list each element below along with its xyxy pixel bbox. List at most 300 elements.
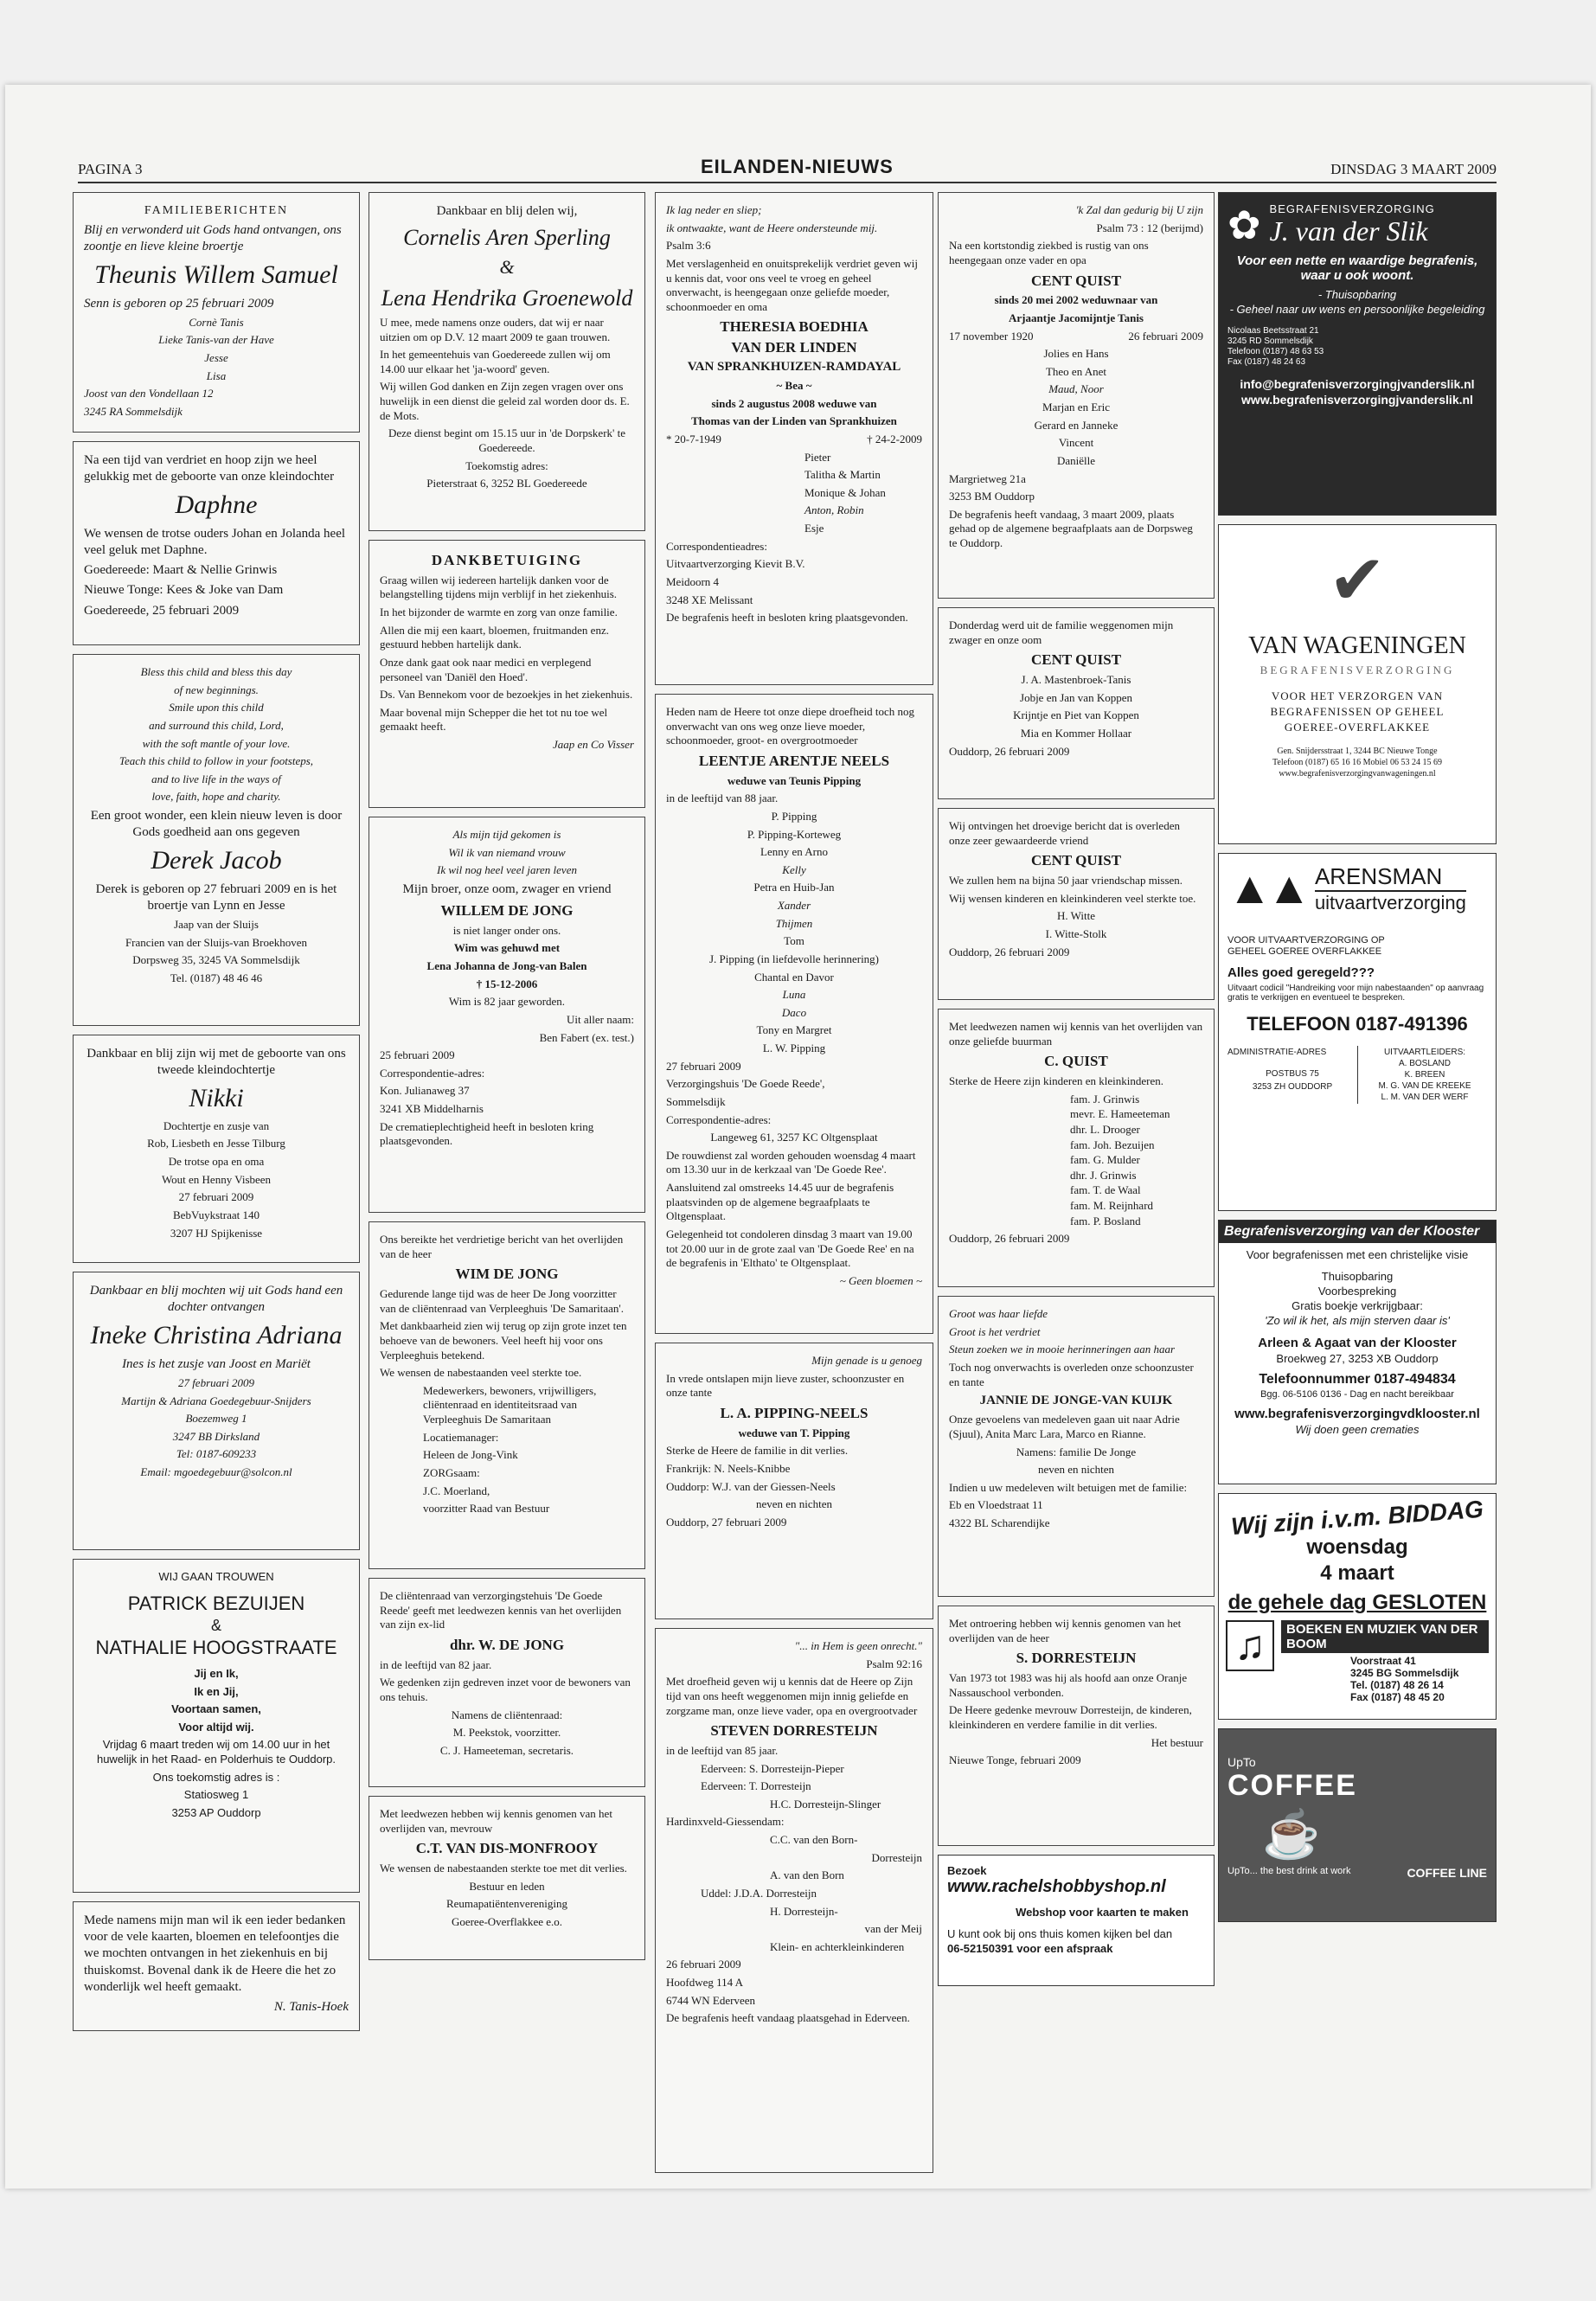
ad-text: VOOR UITVAARTVERZORGING OP — [1227, 935, 1385, 945]
ad-subtitle: BEGRAFENISVERZORGING — [1259, 663, 1455, 676]
parent-name: Jaap van der Sluijs — [174, 918, 259, 932]
notice-header: DANKBETUIGING — [431, 552, 583, 568]
phone: Bgg. 06-5106 0136 - Dag en nacht bereikbaar — [1260, 1389, 1454, 1400]
notice-text: Met droefheid geven wij u kennis dat de Heere op Zijn tijd van ons heeft weggenomen mijn innig geliefde en zorgzame man, onze lieve vader, opa en overgrootvader — [666, 1675, 918, 1717]
verse-line: Voor altijd wij. — [178, 1720, 254, 1734]
ad-text: Webshop voor kaarten te maken — [1016, 1906, 1189, 1919]
obituary-jannie-de-jonge — [938, 1296, 1215, 1597]
family-name: fam. G. Mulder — [1070, 1153, 1140, 1167]
address: 3253 ZH OUDDORP — [1252, 1082, 1333, 1092]
verse-ref: Psalm 73 : 12 (berijmd) — [1096, 221, 1203, 234]
deceased-name: VAN SPRANKHUIZEN-RAMDAYAL — [687, 359, 901, 374]
notice-text: Rob, Liesbeth en Jesse Tilburg — [147, 1137, 285, 1150]
notice-text: Van 1973 tot 1983 was hij als hoofd aan onze Oranje Nassauschool verbonden. — [949, 1671, 1188, 1699]
verse-line: Ik wil nog heel veel jaren leven — [437, 863, 577, 877]
hobbyshop-ad — [938, 1855, 1215, 1986]
family-name: J.D.A. Dorresteijn — [734, 1886, 817, 1900]
address: Pieterstraat 6, 3252 BL Goedereede — [426, 477, 587, 490]
obituary-pipping-neels — [655, 1343, 933, 1619]
notice-text: Mede namens mijn man wil ik een ieder bedanken voor de vele kaarten, bloemen en telefoontjes die we mochten ontvangen in het ziekenhuis en bij thuiskomst. Bovenal dank ik de Heere die het zo wonderlijk wel heeft gemaakt. — [84, 1913, 346, 1994]
obituary-leentje-neels — [655, 694, 933, 1334]
place-label: Hardinxveld-Giessendam: — [666, 1815, 785, 1829]
notice-text: De cliëntenraad van verzorgingstehuis 'De Goede Reede' geeft met leedwezen kennis van het overlijden van zijn ex-lid — [380, 1589, 622, 1631]
obituary-willem-de-jong — [369, 817, 645, 1213]
family-name: Pieter — [804, 450, 831, 464]
ad-text: Voorbespreking — [1317, 1285, 1397, 1298]
ad-headline: COFFEE — [1227, 1769, 1357, 1802]
family-name: mevr. E. Hameeteman — [1070, 1107, 1170, 1121]
address: 4322 BL Scharendijke — [949, 1516, 1050, 1530]
family-name: S. Dorresteijn-Pieper — [748, 1761, 844, 1775]
obituary-cent-quist — [938, 192, 1215, 599]
bride-name: NATHALIE HOOGSTRAATE — [95, 1636, 337, 1658]
notice-text: We gedenken zijn gedreven inzet voor de bewoners van ons tehuis. — [380, 1676, 631, 1703]
signatory: Ben Fabert (ex. test.) — [539, 1030, 634, 1044]
address: Langeweg 61, 3257 KC Oltgensplaat — [710, 1131, 878, 1144]
van-der-slik-ad — [1218, 192, 1497, 516]
deceased-name: STEVEN DORRESTEIJN — [710, 1722, 878, 1740]
phone: 06-52150391 voor een afspraak — [947, 1942, 1113, 1955]
notice-text: Deze dienst begint om 15.15 uur in 'de Dorpskerk' te Goedereede. — [388, 426, 625, 454]
verse-line: Mijn genade is u genoeg — [811, 1354, 922, 1367]
verse-line: "... in Hem is geen onrecht." — [794, 1639, 922, 1652]
address: 3248 XE Melissant — [666, 593, 753, 606]
funeral-directors — [1362, 1046, 1487, 1104]
van-wageningen-ad — [1218, 524, 1497, 844]
address: POSTBUS 75 — [1266, 1069, 1319, 1079]
family-name: Lenny en Arno — [760, 845, 828, 859]
address: 3253 BM Ouddorp — [949, 490, 1035, 503]
address: 3207 HJ Spijkenisse — [170, 1226, 263, 1240]
deceased-name: LEENTJE ARENTJE NEELS — [698, 752, 890, 769]
phone: Tel. (0187) 48 46 46 — [170, 971, 263, 985]
family-name: Mia en Kommer Hollaar — [1020, 726, 1132, 740]
address: Kon. Julianaweg 37 — [380, 1084, 470, 1098]
notice-text: De Heere gedenke mevrouw Dorresteijn, de kinderen, kleinkinderen en verdere familie in dit verlies. — [949, 1703, 1192, 1731]
column-1 — [73, 192, 360, 2040]
notice-text: Wij wensen kinderen en kleinkinderen veel sterkte toe. — [949, 891, 1196, 905]
issue-date: DINSDAG 3 MAART 2009 — [1330, 161, 1497, 177]
ad-brand: ARENSMAN — [1314, 862, 1443, 889]
poem-line: Bless this child and bless this day — [140, 665, 292, 678]
notice-text: ~ Geen bloemen ~ — [839, 1273, 922, 1287]
family-name: Xander — [777, 899, 811, 912]
website-link[interactable]: www.begrafenisverzorgingjvanderslik.nl — [1241, 393, 1473, 407]
family-name: Daniëlle — [1056, 453, 1096, 467]
ad-text: Thuisopbaring — [1321, 1270, 1394, 1283]
phone: Telefoonnummer 0187-494834 — [1259, 1372, 1456, 1387]
notice-text: De crematieplechtigheid heeft in besloten kring plaatsgevonden. — [380, 1119, 594, 1148]
family-name: Marjan en Eric — [1042, 401, 1110, 413]
ad-text: U kunt ook bij ons thuis komen kijken bel dan — [947, 1927, 1173, 1940]
spouse-name: Lena Johanna de Jong-van Balen — [426, 959, 587, 973]
ad-text: VOOR HET VERZORGEN VAN — [1271, 689, 1444, 702]
van-der-klooster-ad — [1218, 1220, 1497, 1484]
notice-date: 26 februari 2009 — [666, 1958, 741, 1971]
notice-text: ZORGsaam: — [423, 1465, 480, 1479]
signatory: C. J. Hameeteman, secretaris. — [439, 1743, 574, 1757]
groom-name: PATRICK BEZUIJEN — [127, 1592, 305, 1614]
notice-text: Onze dank gaat ook naar medici en verplegend personeel van 'Daniël den Hoed'. — [380, 655, 592, 683]
address: Nicolaas Beetsstraat 21 — [1227, 326, 1319, 336]
email-link[interactable]: info@begrafenisverzorgingjvanderslik.nl — [1240, 377, 1475, 391]
obituary-s-dorresteijn — [938, 1606, 1215, 1846]
upto-coffee-ad — [1218, 1728, 1497, 1922]
admin-address — [1227, 1046, 1358, 1104]
website-link[interactable]: www.begrafenisverzorgingvdklooster.nl — [1234, 1407, 1480, 1421]
family-name: T. Dorresteijn — [748, 1779, 811, 1793]
family-name: fam. P. Bosland — [1070, 1214, 1141, 1227]
notice-date: 25 februari 2009 — [380, 1048, 455, 1062]
address: 3247 BB Dirksland — [172, 1429, 260, 1443]
arensman-ad — [1218, 853, 1497, 1211]
family-name: fam. Joh. Bezuijen — [1070, 1138, 1155, 1151]
place-label: Uddel: — [701, 1886, 732, 1900]
ad-text: - Thuisopbaring — [1317, 288, 1397, 301]
verse-line: Voortaan samen, — [171, 1702, 261, 1716]
ad-text: UpTo... the best drink at work — [1227, 1866, 1351, 1876]
notice-text: Wij willen God danken en Zijn zegen vragen over ons huwelijk in een dienst die geleid zal worden door ds. E. de Mots. — [380, 380, 630, 422]
family-name: neven en nichten — [755, 1497, 833, 1511]
notice-date: Ouddorp, 26 februari 2009 — [949, 1232, 1070, 1246]
address: 6744 WN Ederveen — [666, 1993, 756, 2007]
notice-text: Gelegenheid tot condoleren dinsdag 3 maart van 19.00 tot 20.00 uur in de grote zaal van 'De Goede Ree' en na de begrafenis in 'Elthato' te Oltgensplaat. — [666, 1227, 914, 1270]
address: 3241 XB Middelharnis — [380, 1102, 484, 1116]
nickname: ~ Bea ~ — [776, 379, 812, 393]
notice-text: Toekomstig adres: — [465, 458, 548, 472]
verse-line: Groot was haar liefde — [949, 1307, 1048, 1320]
notice-date: Ouddorp, 26 februari 2009 — [949, 945, 1070, 958]
deceased-name: JANNIE DE JONGE-VAN KUIJK — [979, 1394, 1173, 1408]
notice-text: Graag willen wij iedereen hartelijk danken voor de belangstelling tijdens mijn verblijf in het ziekenhuis. — [380, 573, 618, 601]
verse-line: Groot is het verdriet — [949, 1324, 1041, 1338]
poem-line: and surround this child, Lord, — [149, 718, 284, 732]
notice-text: Correspondentie-adres: — [666, 1112, 772, 1126]
notice-text: De rouwdienst zal worden gehouden woensdag 4 maart om 13.30 uur in de kerkzaal van 'De Goede Ree'. — [666, 1148, 916, 1176]
address: Margrietweg 21a — [949, 471, 1026, 485]
bird-icon: ✔ — [1328, 543, 1387, 619]
notice-text: Donderdag werd uit de familie weggenomen mijn zwager en onze oom — [949, 619, 1174, 646]
obituary-theresia — [655, 192, 933, 685]
notice-text: Aansluitend zal omstreeks 14.45 uur de begrafenis plaatsvinden op de algemene begraafplaats te Oltgensplaat. — [666, 1181, 894, 1223]
ad-text: - Geheel naar uw wens en persoonlijke begeleiding — [1229, 303, 1485, 316]
notice-text: Ds. Van Bennekom voor de bezoekjes in het ziekenhuis. — [380, 688, 633, 702]
signatory: Het bestuur — [1151, 1735, 1203, 1749]
notice-text: Wim is 82 jaar geworden. — [448, 995, 566, 1009]
address: Boezemweg 1 — [185, 1412, 247, 1426]
family-name: P. Pipping — [771, 809, 817, 823]
notice-text: We wensen de nabestaanden sterkte toe met dit verlies. — [380, 1862, 627, 1875]
notice-text: Met leedwezen namen wij kennis van het overlijden van onze geliefde buurman — [949, 1020, 1203, 1048]
address: Sommelsdijk — [666, 1094, 726, 1108]
notice-text: Namens de cliëntenraad: — [451, 1708, 563, 1721]
notice-text: Met leedwezen hebben wij kennis genomen van het overlijden van, mevrouw — [380, 1807, 612, 1835]
address: BebVuykstraat 140 — [173, 1208, 260, 1221]
notice-text: De trotse opa en oma — [168, 1155, 265, 1169]
notice-text: in de leeftijd van 88 jaar. — [666, 792, 779, 805]
ampersand: & — [499, 256, 515, 279]
leaf-icon: ✿ — [1227, 202, 1261, 247]
notice-text: Derek is geboren op 27 februari 2009 en is het broertje van Lynn en Jesse — [95, 881, 337, 913]
notice-text: Na een kortstondig ziekbed is rustig van ons heengegaan onze vader en opa — [949, 239, 1149, 266]
director-name: K. BREEN — [1404, 1070, 1445, 1080]
family-name: P. Pipping-Korteweg — [747, 827, 842, 841]
notice-text: Ons toekomstig adres is : — [152, 1770, 280, 1784]
family-name: Monique & Johan — [804, 485, 886, 499]
spouse-name: weduwe van Teunis Pipping — [727, 773, 862, 787]
deceased-name: THERESIA BOEDHIA — [720, 318, 869, 336]
child-name: Ineke Christina Adriana — [90, 1321, 343, 1350]
verse-line: ik ontwaakte, want de Heere ondersteunde mij. — [666, 221, 878, 234]
notice-text: Wout en Henny Visbeen — [161, 1172, 272, 1186]
ad-text: Alles goed geregeld??? — [1227, 965, 1375, 980]
ad-text: Uitvaart codicil "Handreiking voor mijn nabestaanden" op aanvraag gratis te verkrijgen en eventueel te bespreken. — [1227, 984, 1484, 1003]
signatory: neven en nichten — [1037, 1463, 1115, 1477]
address: Meidoorn 4 — [666, 574, 720, 588]
ad-text: Arleen & Agaat van der Klooster — [1258, 1336, 1457, 1350]
family-name: Gerard en Janneke — [1034, 418, 1118, 432]
death-date: † 15-12-2006 — [476, 977, 538, 990]
child-name: Daphne — [175, 490, 258, 520]
parent-name: Francien van der Sluijs-van Broekhoven — [125, 935, 308, 949]
poem-line: love, faith, hope and charity. — [151, 790, 281, 804]
column-2 — [369, 192, 645, 1969]
obituary-cent-quist-2 — [938, 607, 1215, 799]
deceased-name: VAN DER LINDEN — [731, 339, 857, 356]
director-name: M. G. VAN DE KREEKE — [1378, 1081, 1471, 1091]
wedding-notice-sperling — [369, 192, 645, 531]
ad-text: de gehele dag GESLOTEN — [1227, 1591, 1487, 1614]
family-name: J. Pipping (in liefdevolle herinnering) — [708, 952, 880, 965]
family-name: C.C. van den Born- — [770, 1833, 858, 1846]
notice-text: Ons bereikte het verdrietige bericht van het overlijden van de heer — [380, 1233, 624, 1260]
notice-text: Senn is geboren op 25 februari 2009 — [84, 296, 274, 311]
verse-line: Jij en Ik, — [194, 1666, 239, 1680]
notice-date: Ouddorp, 27 februari 2009 — [666, 1515, 787, 1529]
verse-line: Ik lag neder en sliep; — [666, 203, 762, 216]
column-5 — [1218, 192, 1497, 1931]
notice-text: In het bijzonder de warmte en zorg van onze familie. — [380, 606, 618, 619]
death-date: † 24-2-2009 — [867, 432, 922, 445]
child-name: Nikki — [189, 1084, 244, 1113]
address: Joost van den Vondellaan 12 — [84, 387, 214, 401]
notice-text: sinds 20 mei 2002 weduwnaar van — [994, 293, 1158, 307]
signatory: I. Witte-Stolk — [1045, 926, 1107, 940]
family-name: fam. J. Grinwis — [1070, 1092, 1140, 1106]
notice-text: Met verslagenheid en onuitsprekelijk verdriet geven wij u kennis dat, voor ons veel te vroeg en geheel onverwacht, is heengegaan onze geliefde moeder, schoonmoeder en oma — [666, 256, 918, 313]
notice-text: is niet langer onder ons. — [452, 923, 561, 937]
wedding-notice — [73, 1559, 360, 1893]
parent-name: Martijn & Adriana Goedegebuur-Snijders — [121, 1394, 311, 1407]
place-label: Ouddorp: — [666, 1479, 709, 1493]
ampersand: & — [210, 1616, 221, 1634]
family-name: Thijmen — [775, 916, 813, 930]
ad-text: Voor begrafenissen met een christelijke visie — [1246, 1248, 1469, 1261]
notice-text: Heden nam de Heere tot onze diepe droefheid toch nog onverwacht van ons weg onze lieve moeder, schoonmoeder, groot- en overgrootmoeder — [666, 705, 914, 747]
notice-text: Een groot wonder, een klein nieuw leven is door Gods goedheid aan ons gegeven — [90, 809, 343, 840]
notice-text: Locatiemanager: — [423, 1430, 499, 1444]
poem-line: Smile upon this child — [169, 701, 264, 715]
notice-text: Correspondentie-adres: — [380, 1066, 485, 1080]
notice-text: in de leeftijd van 85 jaar. — [666, 1743, 779, 1757]
family-name: fam. M. Reijnhard — [1070, 1199, 1154, 1212]
family-name: Talitha & Martin — [804, 468, 881, 482]
notice-text: Sterke de Heere de familie in dit verlies. — [666, 1444, 849, 1458]
family-name: H. Dorresteijn- — [770, 1904, 838, 1918]
ad-brand: COFFEE LINE — [1407, 1866, 1487, 1880]
fax: Fax (0187) 48 45 20 — [1350, 1691, 1445, 1703]
notice-text: Sterke de Heere zijn kinderen en kleinkinderen. — [949, 1074, 1163, 1087]
notice-text: Dankbaar en blij zijn wij met de geboorte van ons tweede kleindochtertje — [87, 1047, 346, 1078]
director-name: A. BOSLAND — [1398, 1059, 1452, 1068]
address: Uitvaartverzorging Kievit B.V. — [666, 557, 805, 571]
deceased-name: C. QUIST — [1044, 1053, 1108, 1070]
notice-text: In het gemeentehuis van Goedereede zullen wij om 14.00 uur elkaar het 'ja-woord' geven. — [380, 348, 611, 375]
ad-text: 4 maart — [1320, 1561, 1394, 1585]
signatory: H. Witte — [1056, 909, 1095, 923]
address: 3245 BG Sommelsdijk — [1350, 1667, 1459, 1679]
poem-line: and to live life in the ways of — [151, 772, 281, 785]
phone: Telefoon (0187) 48 63 53 — [1227, 347, 1324, 356]
ad-subtitle: uitvaartverzorging — [1314, 891, 1466, 913]
page-number: PAGINA 3 — [78, 161, 143, 177]
verse-line: Wil ik van niemand vrouw — [448, 845, 566, 859]
family-name: Jolies en Hans — [1043, 347, 1109, 361]
notice-text: Wij ontvingen het droevige bericht dat is overleden onze zeer gewaardeerde vriend — [949, 819, 1180, 847]
birth-date: 17 november 1920 — [949, 329, 1034, 343]
groom-name: Cornelis Aren Sperling — [403, 225, 611, 251]
notice-text: De begrafenis heeft vandaag, 3 maart 2009, plaats gehad op de algemene begraafplaats aan de Dorpsweg te Ouddorp. — [949, 507, 1193, 549]
website-link[interactable]: www.rachelshobbyshop.nl — [947, 1877, 1166, 1896]
notice-header: WIJ GAAN TROUWEN — [158, 1570, 274, 1583]
signatory: Medewerkers, bewoners, vrijwilligers, cliëntenraad en identiteitsraad van Verpleeghuis De Samaritaan — [423, 1383, 597, 1426]
spouse-name: weduwe van T. Pipping — [738, 1426, 850, 1439]
verse-ref: Psalm 3:6 — [666, 239, 711, 253]
ad-logo-text: J. van der Slik — [1269, 215, 1428, 247]
notice-text: We wensen de nabestaanden veel sterkte toe. — [380, 1366, 582, 1380]
spouse-name: Thomas van der Linden van Sprankhuizen — [691, 414, 897, 428]
family-name: Krijntje en Piet van Koppen — [1013, 708, 1139, 722]
notice-text: De begrafenis heeft vandaag plaatsgehad in Ederveen. — [666, 2011, 910, 2025]
poem-line: Teach this child to follow in your footsteps, — [119, 754, 314, 768]
child-name: Derek Jacob — [151, 846, 282, 875]
notice-text: sinds 2 augustus 2008 weduwe van — [711, 396, 877, 410]
notice-text: Blij en verwonderd uit Gods hand ontvangen, ons zoontje en lieve kleine broertje — [84, 222, 342, 254]
masthead — [78, 157, 1497, 180]
place-label: Frankrijk: — [666, 1461, 711, 1475]
bride-name: Lena Hendrika Groenewold — [381, 285, 633, 311]
family-name: Kelly — [782, 862, 806, 876]
family-name: Chantal en Davor — [754, 970, 834, 984]
family-name: Lieke Tanis-van der Have — [158, 333, 274, 347]
masthead-rule — [78, 182, 1497, 183]
obituary-clientenraad — [369, 1578, 645, 1787]
phone: Tel: 0187-609233 — [176, 1447, 257, 1461]
child-name: Theunis Willem Samuel — [94, 260, 338, 290]
ad-brand: BEGRAFENISVERZORGING — [1269, 202, 1435, 215]
ad-brand: UpTo — [1227, 1755, 1256, 1769]
deceased-name: CENT QUIST — [1030, 852, 1122, 869]
family-name: Theo en Anet — [1045, 364, 1107, 378]
family-name: H.C. Dorresteijn-Slinger — [770, 1797, 881, 1811]
family-name: Luna — [782, 988, 806, 1002]
address: Hoofdweg 114 A — [666, 1976, 744, 1989]
poem-line: of new beginnings. — [174, 683, 259, 696]
notice-text: Toch nog onverwachts is overleden onze schoonzuster en tante — [949, 1360, 1194, 1388]
notice-text: Dankbaar en blij mochten wij uit Gods hand een dochter ontvangen — [89, 1284, 343, 1315]
section-header: FAMILIEBERICHTEN — [144, 204, 289, 217]
ad-text: GOEREE-OVERFLAKKEE — [1284, 721, 1431, 734]
place-label: Ederveen: — [701, 1779, 747, 1793]
notice-text: Onze gevoelens van medeleven gaan uit naar Adrie (Sjuul), Anita Marc Lara, Marco en Rianne. — [949, 1413, 1180, 1440]
signatory: Heleen de Jong-Vink — [423, 1448, 518, 1462]
birth-notice-daphne — [73, 441, 360, 645]
notice-text: Na een tijd van verdriet en hoop zijn we heel gelukkig met de geboorte van onze kleindochter — [84, 453, 335, 484]
paper-title: EILANDEN-NIEUWS — [701, 156, 894, 177]
ad-text: UITVAARTLEIDERS: — [1383, 1048, 1466, 1057]
place-label: Ederveen: — [701, 1761, 747, 1775]
ad-text: BEGRAFENISSEN OP GEHEEL — [1270, 705, 1445, 718]
family-name: fam. T. de Waal — [1070, 1183, 1141, 1197]
birth-notice-derek — [73, 654, 360, 1026]
family-name: Esje — [804, 522, 824, 535]
family-name: dhr. L. Drooger — [1070, 1122, 1140, 1136]
notice-text: Met ontroering hebben wij kennis genomen van het overlijden van de heer — [949, 1617, 1182, 1644]
family-name: Lisa — [206, 369, 227, 382]
signatory: Bestuur en leden — [469, 1879, 545, 1893]
notice-text: Maar bovenal mijn Schepper die het tot nu toe wel gemaakt heeft. — [380, 705, 608, 734]
family-name: Maud, Noor — [1048, 382, 1104, 396]
family-line: Nieuwe Tonge: Kees & Joke van Dam — [84, 583, 284, 598]
obituary-van-dis — [369, 1796, 645, 1960]
address: 3245 RD Sommelsdijk — [1227, 336, 1313, 346]
deceased-name: S. DORRESTEIJN — [1016, 1650, 1137, 1667]
notice-text: Allen die mij een kaart, bloemen, fruitmanden enz. gestuurd hebben hartelijk dank. — [380, 623, 609, 651]
verse-line: Ik en Jij, — [194, 1684, 239, 1698]
poem-line: with the soft mantle of your love. — [142, 736, 291, 750]
death-date: 26 februari 2009 — [1128, 329, 1203, 343]
address: Dorpsweg 35, 3245 VA Sommelsdijk — [132, 953, 300, 967]
director-name: L. M. VAN DER WERF — [1381, 1093, 1469, 1102]
deceased-name: CENT QUIST — [1030, 651, 1122, 669]
notice-text: U mee, mede namens onze ouders, dat wij er naar uitzien om op D.V. 12 maart 2009 te gaan trouwen. — [380, 315, 611, 343]
notice-text: Vrijdag 6 maart treden wij om 14.00 uur in het huwelijk in het Raad- en Polderhuis te Ouddorp. — [96, 1738, 337, 1766]
ad-text: woensdag — [1306, 1535, 1408, 1559]
notice-date: Ouddorp, 26 februari 2009 — [949, 744, 1070, 758]
family-name: J. A. Mastenbroek-Tanis — [1021, 673, 1131, 686]
birth-notice-theunis — [73, 192, 360, 433]
birth-notice-ineke — [73, 1272, 360, 1550]
notice-text: We zullen hem na bijna 50 jaar vriendschap missen. — [949, 874, 1183, 887]
fax: Fax (0187) 48 24 63 — [1227, 357, 1306, 367]
notice-text: De begrafenis heeft in besloten kring plaatsgevonden. — [666, 611, 908, 625]
ad-brand: Begrafenisverzorging van der Klooster — [1219, 1221, 1496, 1243]
spouse-name: Arjaantje Jacomijntje Tanis — [1009, 311, 1144, 324]
notice-text: Correspondentieadres: — [666, 539, 767, 553]
address: Voorstraat 41 — [1350, 1655, 1416, 1667]
family-name: L. W. Pipping — [762, 1042, 826, 1054]
website-link[interactable]: www.begrafenisverzorgingvanwageningen.nl — [1279, 769, 1436, 779]
deceased-name: CENT QUIST — [1030, 272, 1122, 289]
family-name: Cornè Tanis — [189, 315, 244, 329]
ad-text: 'Zo wil ik het, als mijn sterven daar is' — [1265, 1314, 1450, 1327]
notice-date: 27 februari 2009 — [177, 1375, 255, 1389]
obituary-steven-dorresteijn — [655, 1628, 933, 2173]
deceased-name: dhr. W. DE JONG — [449, 1636, 565, 1653]
family-name: Dorresteijn — [871, 1850, 922, 1864]
ad-text: GEHEEL GOEREE OVERFLAKKEE — [1227, 946, 1382, 957]
notice-text: In vrede ontslapen mijn lieve zuster, schoonzuster en onze tante — [666, 1371, 905, 1400]
